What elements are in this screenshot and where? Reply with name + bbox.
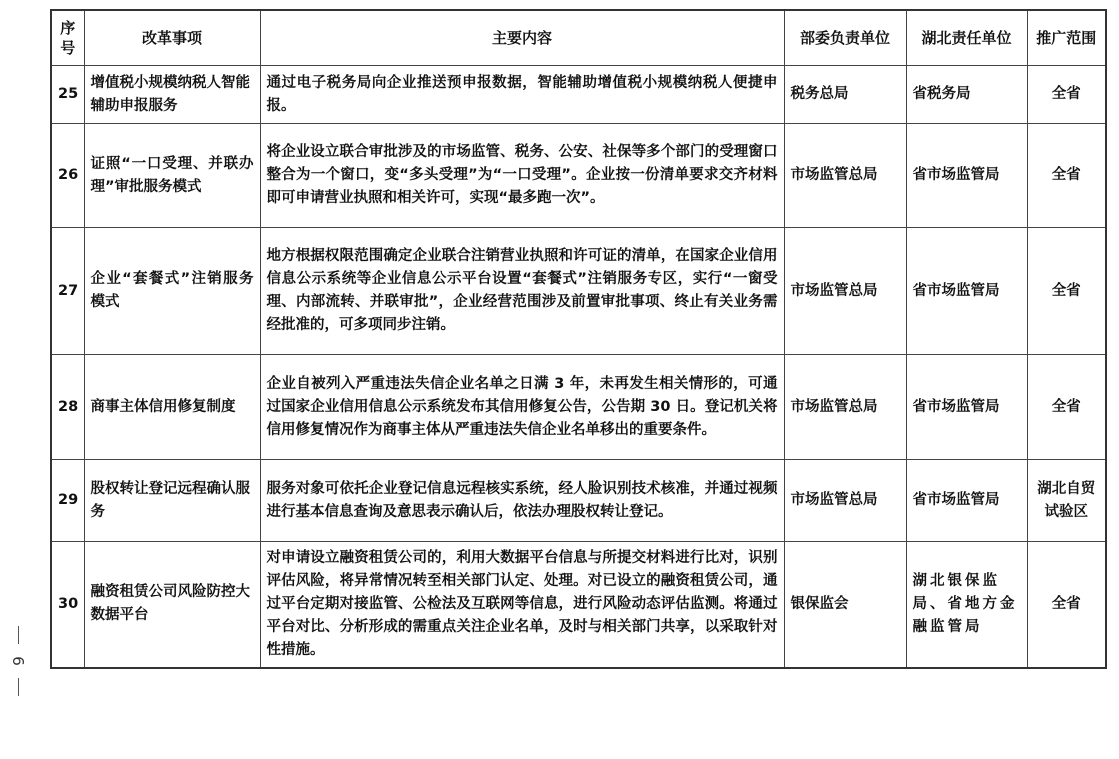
table-row (51, 460, 1106, 542)
row-hubei: 省市场监管局 (906, 355, 1027, 460)
row-item: 证照“一口受理、并联办理”审批服务模式 (84, 124, 260, 228)
row-scope: 全省 (1027, 228, 1106, 355)
header-scope: 推广范围 (1027, 10, 1106, 66)
reform-table (50, 9, 1107, 669)
row-hubei: 省市场监管局 (906, 124, 1027, 228)
row-ministry: 市场监管总局 (784, 228, 906, 355)
header-hubei: 湖北责任单位 (906, 10, 1027, 66)
page-number-value: 6 (9, 656, 27, 666)
row-content: 通过电子税务局向企业推送预申报数据，智能辅助增值税小规模纳税人便捷申报。 (260, 66, 784, 124)
row-scope: 全省 (1027, 355, 1106, 460)
row-item: 企业“套餐式”注销服务模式 (84, 228, 260, 355)
header-seq: 序号 (51, 10, 84, 66)
row-ministry: 市场监管总局 (784, 355, 906, 460)
row-scope: 全省 (1027, 66, 1106, 124)
table-header-row (51, 10, 1106, 66)
row-seq: 25 (51, 66, 84, 124)
page-number-dash-top (18, 626, 19, 644)
row-item: 股权转让登记远程确认服务 (84, 460, 260, 542)
row-content: 服务对象可依托企业登记信息远程核实系统，经人脸识别技术核准，并通过视频进行基本信息查询及意思表示确认后，依法办理股权转让登记。 (260, 460, 784, 542)
row-content: 地方根据权限范围确定企业联合注销营业执照和许可证的清单，在国家企业信用信息公示系统等企业信息公示平台设置“套餐式”注销服务专区，实行“一窗受理、内部流转、并联审批”，企业经营范围涉及前置审批事项、终止有关业务需经批准的，可多项同步注销。 (260, 228, 784, 355)
row-item: 增值税小规模纳税人智能辅助申报服务 (84, 66, 260, 124)
row-item: 商事主体信用修复制度 (84, 355, 260, 460)
row-content: 企业自被列入严重违法失信企业名单之日满 3 年，未再发生相关情形的，可通过国家企业信用信息公示系统发布其信用修复公告，公告期 30 日。登记机关将信用修复情况作为商事主体从严重违法失信企业名单移出的重要条件。 (260, 355, 784, 460)
row-ministry: 市场监管总局 (784, 460, 906, 542)
row-hubei: 湖北银保监局、省地方金融监管局 (906, 542, 1027, 668)
row-scope: 全省 (1027, 542, 1106, 668)
row-content: 对申请设立融资租赁公司的，利用大数据平台信息与所提交材料进行比对，识别评估风险，将异常情况转至相关部门认定、处理。对已设立的融资租赁公司，通过平台定期对接监管、公检法及互联网等信息，进行风险动态评估监测。将通过平台对比、分析形成的需重点关注企业名单，及时与相关部门共享，以采取针对性措施。 (260, 542, 784, 668)
page-number-dash-bottom (18, 678, 19, 696)
row-item: 融资租赁公司风险防控大数据平台 (84, 542, 260, 668)
row-seq: 28 (51, 355, 84, 460)
table-row (51, 355, 1106, 460)
row-hubei: 省市场监管局 (906, 460, 1027, 542)
row-seq: 30 (51, 542, 84, 668)
row-ministry: 银保监会 (784, 542, 906, 668)
row-seq: 26 (51, 124, 84, 228)
table-row (51, 542, 1106, 668)
row-seq: 27 (51, 228, 84, 355)
row-scope: 湖北自贸试验区 (1027, 460, 1106, 542)
row-hubei: 省市场监管局 (906, 228, 1027, 355)
row-hubei: 省税务局 (906, 66, 1027, 124)
header-item: 改革事项 (84, 10, 260, 66)
table-row (51, 66, 1106, 124)
table-row (51, 124, 1106, 228)
row-scope: 全省 (1027, 124, 1106, 228)
row-ministry: 市场监管总局 (784, 124, 906, 228)
row-ministry: 税务总局 (784, 66, 906, 124)
page-number (5, 626, 31, 696)
header-content: 主要内容 (260, 10, 784, 66)
table-row (51, 228, 1106, 355)
row-content: 将企业设立联合审批涉及的市场监管、税务、公安、社保等多个部门的受理窗口整合为一个窗口，变“多头受理”为“一口受理”。企业按一份清单要求交齐材料即可申请营业执照和相关许可，实现“最多跑一次”。 (260, 124, 784, 228)
row-seq: 29 (51, 460, 84, 542)
header-ministry: 部委负责单位 (784, 10, 906, 66)
